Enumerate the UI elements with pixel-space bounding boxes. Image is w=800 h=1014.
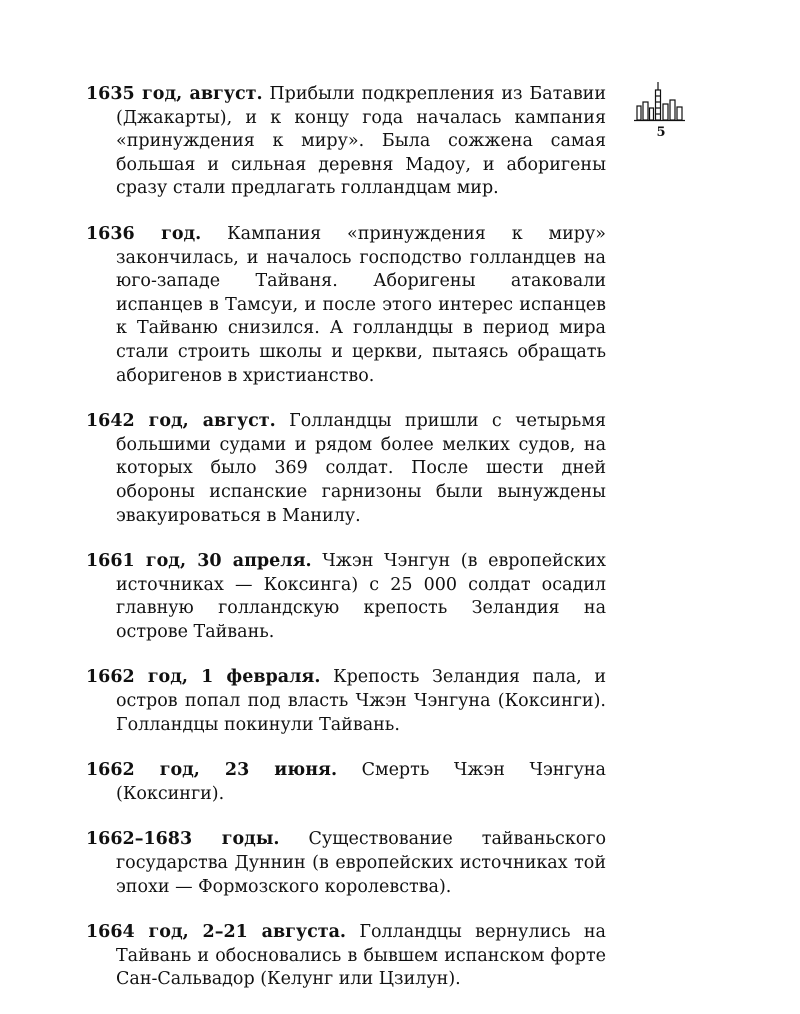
chronology-entry <box>86 666 606 737</box>
entry-date: 1664 год, 2–21 августа. <box>86 922 347 943</box>
entry-date: 1642 год, август. <box>86 411 276 432</box>
entry-text: Кампания «принуждения к миру» закончилась, и началось господство голландцев на юго-западе Тайваня. Аборигены атаковали испанцев в Тамсуи, и после этого интерес испанцев к Тайваню снизился. А голландцы в период мира стали строить школы и церкви, пытаясь обращать аборигенов в христианство. <box>116 223 606 386</box>
entry-text: Голландцы пришли с четырьмя большими судами и рядом более мелких судов, на которых было 369 солдат. После шести дней обороны испанские гарнизоны были вынуждены эвакуироваться в Манилу. <box>116 411 606 526</box>
entry-date: 1636 год. <box>86 223 202 244</box>
chronology-list <box>86 83 606 1014</box>
chronology-entry <box>86 828 606 899</box>
page-number: 5 <box>656 125 666 140</box>
entry-text: Чжэн Чэнгун (в европейских источниках — Коксинга) с 25 000 солдат осадил главную голландскую крепость Зеландия на острове Тайвань. <box>116 551 606 642</box>
entry-date: 1661 год, 30 апреля. <box>86 551 312 572</box>
entry-text: Прибыли подкрепления из Батавии (Джакарты), и к концу года началась кампания «принуждения к миру». Была сожжена самая большая и сильная деревня Мадоу, и аборигены сразу стали предлагать голландцам мир. <box>116 84 606 199</box>
entry-date: 1662 год, 23 июня. <box>86 760 338 781</box>
city-skyline-icon <box>633 80 689 122</box>
entry-text: Существование тайваньского государства Дуннин (в европейских источниках той эпохи — Формозского королевства). <box>116 829 607 897</box>
chronology-entry <box>86 550 606 644</box>
chronology-entry <box>86 410 606 528</box>
entry-text: Крепость Зеландия пала, и остров попал под власть Чжэн Чэнгуна (Коксинги). Голландцы покинули Тайвань. <box>116 667 607 735</box>
chronology-entry <box>86 759 606 806</box>
entry-date: 1635 год, август. <box>86 84 263 104</box>
entry-text: Смерть Чжэн Чэнгуна (Коксинги). <box>116 760 606 804</box>
entry-text: Голландцы вернулись на Тайвань и обосновались в бывшем испанском форте Сан-Сальвадор (Келунг или Цзилун). <box>116 922 606 990</box>
entry-date: 1662–1683 годы. <box>86 829 280 850</box>
entry-date: 1662 год, 1 февраля. <box>86 667 321 688</box>
chronology-entry <box>86 83 606 201</box>
chronology-entry <box>86 223 606 388</box>
page-marker <box>633 80 689 144</box>
chronology-entry <box>86 921 606 992</box>
